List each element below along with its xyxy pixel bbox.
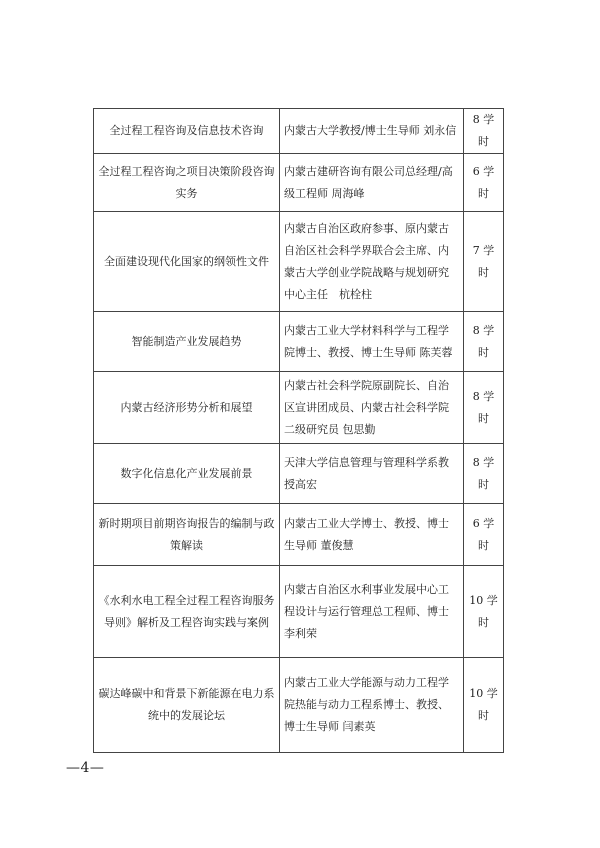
table-row — [94, 504, 504, 566]
table-row — [94, 154, 504, 212]
table-row — [94, 444, 504, 504]
course-lecturer: 内蒙古工业大学能源与动力工程学院热能与动力工程系博士、教授、博士生导师 闫素英 — [280, 658, 464, 753]
course-topic: 数字化信息化产业发展前景 — [94, 444, 280, 504]
table-row — [94, 566, 504, 658]
course-topic: 智能制造产业发展趋势 — [94, 312, 280, 372]
course-lecturer: 内蒙古社会科学院原副院长、自治区宣讲团成员、内蒙古社会科学院二级研究员 包思勤 — [280, 372, 464, 444]
course-topic: 《水利水电工程全过程工程咨询服务导则》解析及工程咨询实践与案例 — [94, 566, 280, 658]
course-hours: 6 学时 — [464, 504, 504, 566]
course-topic: 全过程工程咨询之项目决策阶段咨询实务 — [94, 154, 280, 212]
course-hours: 8 学时 — [464, 109, 504, 154]
table-row — [94, 109, 504, 154]
table-row — [94, 312, 504, 372]
course-hours: 8 学时 — [464, 444, 504, 504]
course-lecturer: 内蒙古工业大学博士、教授、博士生导师 董俊慧 — [280, 504, 464, 566]
course-hours: 7 学时 — [464, 212, 504, 312]
course-lecturer: 内蒙古自治区政府参事、原内蒙古自治区社会科学界联合会主席、内蒙古大学创业学院战略与规划研究中心主任 杭栓柱 — [280, 212, 464, 312]
course-topic: 碳达峰碳中和背景下新能源在电力系统中的发展论坛 — [94, 658, 280, 753]
course-lecturer: 内蒙古建研咨询有限公司总经理/高级工程师 周海峰 — [280, 154, 464, 212]
page-number: —4— — [66, 760, 105, 776]
course-hours: 6 学时 — [464, 154, 504, 212]
table-row — [94, 658, 504, 753]
course-topic: 新时期项目前期咨询报告的编制与政策解读 — [94, 504, 280, 566]
course-hours: 10 学时 — [464, 566, 504, 658]
course-lecturer: 天津大学信息管理与管理科学系教授高宏 — [280, 444, 464, 504]
course-lecturer: 内蒙古大学教授/博士生导师 刘永信 — [280, 109, 464, 154]
table-row — [94, 212, 504, 312]
course-hours: 8 学时 — [464, 372, 504, 444]
table-row — [94, 372, 504, 444]
course-topic: 全面建设现代化国家的纲领性文件 — [94, 212, 280, 312]
course-hours: 10 学时 — [464, 658, 504, 753]
course-lecturer: 内蒙古自治区水利事业发展中心工程设计与运行管理总工程师、博士 李利荣 — [280, 566, 464, 658]
course-topic: 全过程工程咨询及信息技术咨询 — [94, 109, 280, 154]
course-topic: 内蒙古经济形势分析和展望 — [94, 372, 280, 444]
course-lecturer: 内蒙古工业大学材料科学与工程学院博士、教授、博士生导师 陈芙蓉 — [280, 312, 464, 372]
course-schedule-table — [93, 108, 504, 753]
course-hours: 8 学时 — [464, 312, 504, 372]
